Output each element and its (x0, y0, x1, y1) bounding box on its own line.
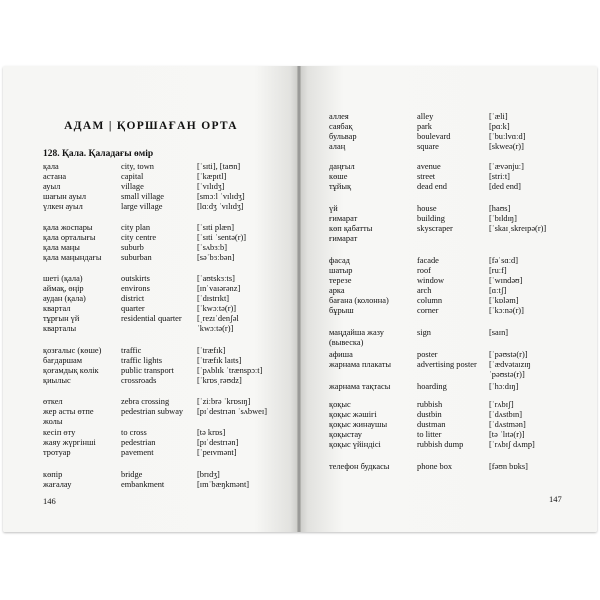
english-term: phone box (417, 462, 453, 471)
english-term: city centre (121, 233, 157, 242)
kazakh-term: көпір (43, 470, 63, 479)
english-term: pedestrian (121, 438, 156, 447)
kazakh-term: үй (329, 204, 338, 213)
kazakh-term: бағана (колонна) (329, 296, 389, 305)
kazakh-term: аудан (қала) (43, 294, 86, 303)
english-term: window (417, 276, 444, 285)
english-term: house (417, 204, 437, 213)
transcription: [tə krɒs] (197, 428, 226, 437)
english-term: traffic lights (121, 356, 163, 365)
kazakh-term: аймақ, өңір (43, 284, 84, 293)
english-term: environs (121, 284, 150, 293)
kazakh-term: қоқыс жәшігі (329, 410, 377, 419)
english-term: dustbin (417, 410, 442, 419)
kazakh-term: шеті (қала) (43, 274, 83, 283)
english-term: suburb (121, 243, 144, 252)
transcription: [ˈsɪti ˈsentə(r)] (197, 233, 247, 242)
kazakh-term: тұйық (329, 182, 352, 191)
kazakh-term: қиылыс (43, 376, 71, 385)
kazakh-term: жолы (43, 417, 63, 426)
english-term: embankment (121, 480, 165, 489)
english-term: poster (417, 350, 438, 359)
transcription: [ˈsɪti], [taʊn] (197, 162, 241, 171)
kazakh-term: қоғамдық көлік (43, 366, 99, 375)
english-term: crossroads (121, 376, 157, 385)
transcription: [ˈævənjuː] (489, 162, 524, 171)
kazakh-term: қозғалыс (көше) (43, 346, 102, 355)
kazakh-term: шатыр (329, 266, 353, 275)
left-page (3, 66, 299, 532)
english-term: building (417, 214, 445, 223)
kazakh-term: арка (329, 286, 345, 295)
transcription: [fəʊn bɒks] (489, 462, 528, 471)
transcription: [ˈdʌstmən] (489, 420, 526, 429)
kazakh-term: жаяу жүргінші (43, 438, 96, 447)
english-term: small village (121, 192, 165, 201)
transcription: ˈkwɔːtə(r)] (197, 324, 234, 333)
kazakh-term: (вывеска) (329, 338, 364, 347)
kazakh-term: жарнама плакаты (329, 360, 392, 369)
transcription: [ˈsɪti plæn] (197, 223, 234, 232)
transcription: [pɪˈdestrɪən ˈsʌbweɪ] (197, 407, 268, 416)
transcription: [ˈaʊtskɜːts] (197, 274, 235, 283)
english-term: rubbish (417, 400, 443, 409)
transcription: [ˈziːbrə ˈkrɒsɪŋ] (197, 397, 251, 406)
transcription: [brɪdʒ] (197, 470, 220, 479)
kazakh-term: жарнама тақтасы (329, 382, 391, 391)
transcription: ˈpəʊstə(r)] (489, 370, 525, 379)
kazakh-term: кварталы (43, 324, 77, 333)
transcription: [ˌrezɪˈdenʃəl (197, 314, 239, 323)
kazakh-term: үлкен ауыл (43, 202, 83, 211)
english-term: to litter (417, 430, 442, 439)
kazakh-term: маңдайша жазу (329, 328, 384, 337)
kazakh-term: ауыл (43, 182, 61, 191)
english-term: capital (121, 172, 144, 181)
english-term: rubbish dump (417, 440, 464, 449)
english-term: street (417, 172, 436, 181)
transcription: [ˈtræfɪk] (197, 346, 226, 355)
transcription: [ˈæli] (489, 112, 508, 121)
kazakh-term: аллея (329, 112, 349, 121)
transcription: [ˈædvətaɪzɪŋ (489, 360, 531, 369)
page-number-right: 147 (549, 494, 562, 504)
english-term: quarter (121, 304, 145, 313)
english-term: facade (417, 256, 439, 265)
transcription: [ˈbuːlvɑːd] (489, 132, 526, 141)
kazakh-term: қала маңы (43, 243, 80, 252)
transcription: [ˈpʌblɪk ˈtrænspɔːt] (197, 366, 263, 375)
english-term: dead end (417, 182, 447, 191)
english-term: roof (417, 266, 431, 275)
transcription: [ruːf] (489, 266, 507, 275)
kazakh-term: көше (329, 172, 348, 181)
kazakh-term: ғимарат (329, 214, 358, 223)
transcription: [ˈvɪlɪdʒ] (197, 182, 225, 191)
chapter-title: АДАМ | ҚОРШАҒАН ОРТА (64, 120, 238, 132)
english-term: avenue (417, 162, 441, 171)
transcription: [lɑːdʒ ˈvɪlɪdʒ] (197, 202, 244, 211)
english-term: district (121, 294, 145, 303)
english-term: boulevard (417, 132, 451, 141)
english-term: city plan (121, 223, 151, 232)
transcription: [smɔːl ˈvɪlɪdʒ] (197, 192, 245, 201)
kazakh-term: даңғыл (329, 162, 355, 171)
kazakh-term: өткел (43, 397, 63, 406)
kazakh-term: қоқыстау (329, 430, 362, 439)
kazakh-term: ғимарат (329, 234, 358, 243)
transcription: [ˈskaɪˌskreɪpə(r)] (489, 224, 547, 233)
english-term: skyscraper (417, 224, 453, 233)
kazakh-term: қоқыс жинаушы (329, 420, 388, 429)
kazakh-term: жағалау (43, 480, 72, 489)
kazakh-term: телефон будкасы (329, 462, 390, 471)
transcription: [ˈkɒləm] (489, 296, 519, 305)
english-term: public transport (121, 366, 174, 375)
transcription: [skweə(r)] (489, 142, 524, 151)
transcription: [ˈkwɔːtə(r)] (197, 304, 237, 313)
transcription: [ˈpeɪvmənt] (197, 448, 237, 457)
kazakh-term: жер асты өтпе (43, 407, 94, 416)
english-term: pedestrian subway (121, 407, 184, 416)
kazakh-term: қала (43, 162, 59, 171)
kazakh-term: бағдаршам (43, 356, 83, 365)
kazakh-term: тротуар (43, 448, 71, 457)
page-number-left: 146 (43, 496, 56, 506)
kazakh-term: шағын ауыл (43, 192, 87, 201)
open-book (3, 66, 597, 532)
kazakh-term: квартал (43, 304, 71, 313)
right-page (299, 66, 597, 532)
kazakh-term: алаң (329, 142, 346, 151)
book-spine (297, 66, 301, 532)
kazakh-term: астана (43, 172, 67, 181)
transcription: [striːt] (489, 172, 510, 181)
transcription: [ˈwɪndəʊ] (489, 276, 523, 285)
transcription: [pɪˈdestrɪən] (197, 438, 239, 447)
english-term: large village (121, 202, 163, 211)
kazakh-term: бульвар (329, 132, 357, 141)
transcription: [saɪn] (489, 328, 509, 337)
english-term: dustman (417, 420, 446, 429)
english-term: residential quarter (121, 314, 182, 323)
english-term: traffic (121, 346, 142, 355)
transcription: [ɪmˈbæŋkmənt] (197, 480, 250, 489)
transcription: [ˈrʌbɪʃ dʌmp] (489, 440, 535, 449)
english-term: zebra crossing (121, 397, 170, 406)
transcription: [ˈsʌbɜːb] (197, 243, 228, 252)
kazakh-term: тұрғын үй (43, 314, 80, 323)
transcription: [haʊs] (489, 204, 511, 213)
english-term: advertising poster (417, 360, 477, 369)
transcription: [pɑːk] (489, 122, 510, 131)
kazakh-term: бұрыш (329, 306, 354, 315)
section-heading: 128. Қала. Қаладағы өмір (43, 149, 154, 159)
transcription: [ˈpəʊstə(r)] (489, 350, 528, 359)
transcription: [ˈbɪldɪŋ] (489, 214, 517, 223)
transcription: [tə ˈlɪtə(r)] (489, 430, 525, 439)
vocabulary-list-right (299, 66, 597, 532)
kazakh-term: афиша (329, 350, 353, 359)
english-term: hoarding (417, 382, 447, 391)
transcription: [ˈkæpɪtl] (197, 172, 227, 181)
transcription: [ˈdɪstrɪkt] (197, 294, 230, 303)
english-term: bridge (121, 470, 143, 479)
transcription: [fəˈsɑːd] (489, 256, 519, 265)
kazakh-term: қала маңындағы (43, 253, 102, 262)
english-term: pavement (121, 448, 154, 457)
english-term: corner (417, 306, 439, 315)
kazakh-term: қоқыс (329, 400, 351, 409)
english-term: outskirts (121, 274, 150, 283)
english-term: sign (417, 328, 431, 337)
kazakh-term: терезе (329, 276, 352, 285)
kazakh-term: қоқыс үйіндісі (329, 440, 381, 449)
kazakh-term: көп қабатты (329, 224, 373, 233)
kazakh-term: фасад (329, 256, 350, 265)
english-term: village (121, 182, 144, 191)
transcription: [ded end] (489, 182, 521, 191)
transcription: [ˈdʌstbɪn] (489, 410, 523, 419)
english-term: square (417, 142, 439, 151)
english-term: alley (417, 112, 434, 121)
english-term: suburban (121, 253, 152, 262)
english-term: city, town (121, 162, 154, 171)
english-term: arch (417, 286, 432, 295)
transcription: [ɪnˈvaɪərənz] (197, 284, 241, 293)
transcription: [səˈbɜːbən] (197, 253, 235, 262)
english-term: column (417, 296, 443, 305)
kazakh-term: саябақ (329, 122, 353, 131)
transcription: [ˈkrɒsˌrəʊdz] (197, 376, 242, 385)
vocabulary-list-left (3, 66, 299, 532)
transcription: [ɑːtʃ] (489, 286, 507, 295)
transcription: [ˈrʌbɪʃ] (489, 400, 514, 409)
transcription: [ˈkɔːnə(r)] (489, 306, 524, 315)
transcription: [ˈtræfɪk laɪts] (197, 356, 242, 365)
english-term: to cross (121, 428, 147, 437)
transcription: [ˈhɔːdɪŋ] (489, 382, 519, 391)
english-term: park (417, 122, 432, 131)
kazakh-term: қала жоспары (43, 223, 93, 232)
kazakh-term: кесіп өту (43, 428, 76, 437)
kazakh-term: қала орталығы (43, 233, 96, 242)
